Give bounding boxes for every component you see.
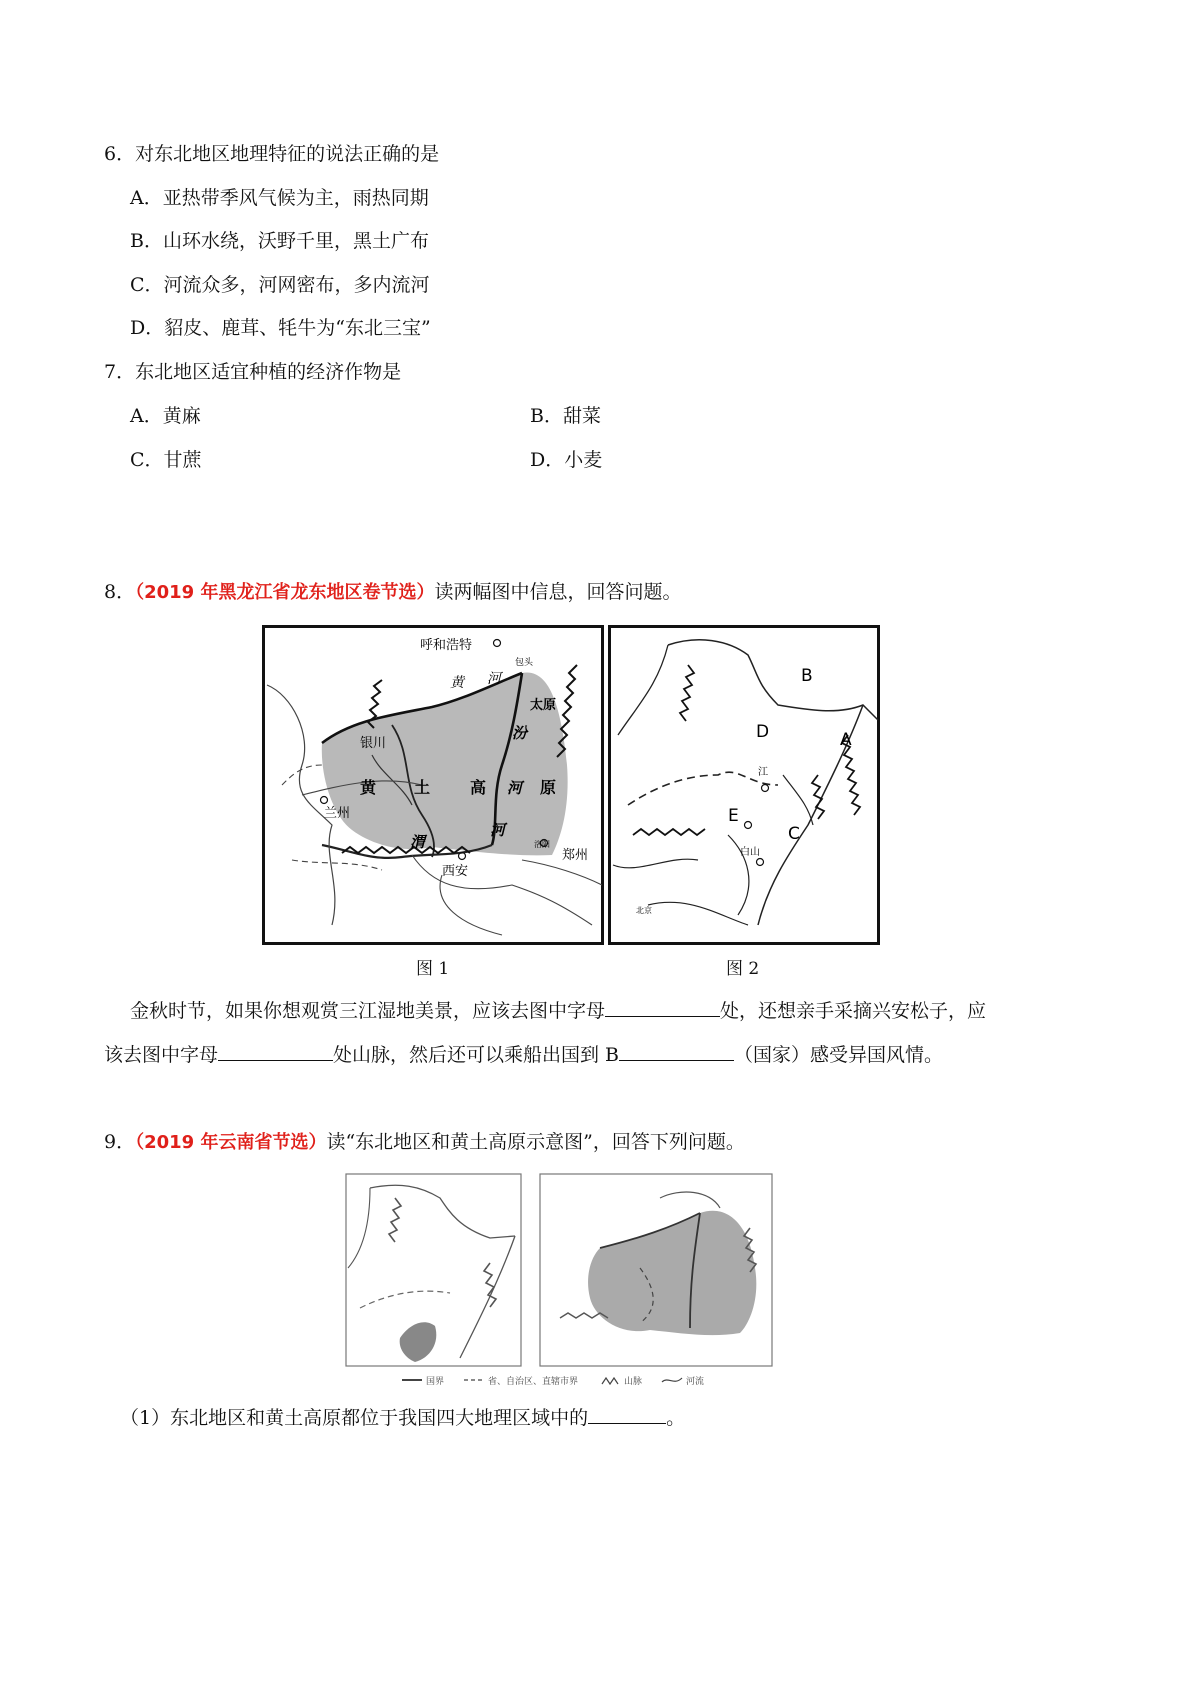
fig1-label-baotou: 包头: [515, 658, 534, 668]
q9-source: （2019 年云南省节选）: [135, 1132, 327, 1153]
fig1-label-xian: 西安: [442, 864, 469, 879]
fig2-label-a: A: [840, 730, 852, 750]
q8-figure-1-map: [262, 625, 604, 945]
fig2-label-e: E: [728, 806, 739, 826]
fig2-label-d: D: [756, 722, 770, 742]
fig1-label-huhehaote: 呼和浩特: [420, 638, 473, 653]
q8-text-1: 金秋时节，如果你想观赏三江湿地美景，应该去图中字母: [130, 1000, 606, 1022]
q7-option-a: A．黄麻: [130, 405, 201, 427]
fig1-label-fen-he: 河: [507, 779, 523, 797]
fig1-label-fen: 汾: [512, 724, 528, 742]
fig1-label-luoyang: 洛阳: [534, 840, 550, 849]
fig1-label-huang-he-1: 黄: [450, 675, 464, 691]
q9-legend-river: 河流: [686, 1377, 705, 1387]
q8-blank-2: [218, 1042, 333, 1061]
q9-stem: 读“东北地区和黄土高原示意图”，回答下列问题。: [326, 1131, 745, 1153]
q8-text-line1: [130, 998, 986, 1023]
q7-option-c: C．甘蔗: [130, 449, 202, 471]
q6-option-c: C．河流众多，河网密布，多内流河: [130, 274, 430, 296]
fig2-label-beijing: 北京: [636, 906, 652, 915]
q9-legend-mountain: 山脉: [624, 1377, 643, 1387]
q9-figure-maps: [340, 1168, 780, 1390]
q7-option-b: B．甜菜: [530, 405, 601, 427]
q8-blank-3: [619, 1042, 734, 1061]
fig1-caption: 图 1: [416, 959, 450, 979]
q8-header: [104, 580, 681, 605]
fig1-label-tu: 土: [414, 778, 431, 797]
q8-number: 8．: [104, 581, 136, 603]
q9-sub1-end: 。: [666, 1407, 686, 1429]
q8-text-2: 处，还想亲手采摘兴安松子，应: [720, 1000, 987, 1022]
fig1-label-huang-he-2: 河: [487, 671, 501, 687]
fig2-label-b: B: [801, 666, 813, 686]
q8-text-line2: [104, 1042, 943, 1067]
q9-number: 9．: [104, 1131, 136, 1153]
fig1-label-gao: 高: [470, 778, 487, 797]
fig1-label-yuan: 原: [540, 778, 557, 797]
q8-figure-2-map: [608, 625, 880, 945]
q9-sub1-text: （1）东北地区和黄土高原都位于我国四大地理区域中的: [120, 1407, 589, 1429]
q6-option-a: A．亚热带季风气候为主，雨热同期: [130, 187, 429, 209]
q6-option-d: D．貂皮、鹿茸、牦牛为“东北三宝”: [130, 317, 431, 339]
q9-blank-1: [588, 1405, 666, 1424]
q9-sub1: [120, 1405, 685, 1430]
q9-header: [104, 1130, 745, 1155]
q9-legend-province: 省、自治区、直辖市界: [488, 1377, 579, 1387]
fig1-label-wei: 渭: [410, 833, 426, 851]
q6-stem: 6．对东北地区地理特征的说法正确的是: [104, 143, 440, 165]
q8-text-3: 该去图中字母: [104, 1044, 219, 1066]
q8-stem: 读两幅图中信息，回答问题。: [434, 581, 682, 603]
q8-text-5: （国家）感受异国风情。: [734, 1044, 944, 1066]
q8-source: （2019 年黑龙江省龙东地区卷节选）: [135, 582, 435, 603]
q7-stem: 7．东北地区适宜种植的经济作物是: [104, 361, 402, 383]
fig2-label-c: C: [788, 824, 800, 844]
fig2-label-jiang: 江: [758, 767, 768, 778]
q7-option-d: D．小麦: [530, 449, 603, 471]
fig1-label-zhengzhou: 郑州: [562, 848, 589, 863]
fig1-label-taiyuan: 太原: [530, 698, 557, 713]
q9-legend-border: 国界: [426, 1377, 445, 1387]
q6-option-b: B．山环水绕，沃野千里，黑土广布: [130, 230, 429, 252]
fig1-label-huang: 黄: [360, 778, 377, 797]
fig1-label-yinchuan: 银川: [360, 736, 387, 751]
fig1-label-wei-he: 河: [490, 821, 506, 839]
fig2-label-baishan: 白山: [740, 847, 760, 858]
q8-text-4: 处山脉，然后还可以乘船出国到 B: [333, 1044, 620, 1066]
q8-blank-1: [605, 998, 720, 1017]
fig2-caption: 图 2: [726, 959, 760, 979]
fig1-label-lanzhou: 兰州: [324, 806, 351, 821]
